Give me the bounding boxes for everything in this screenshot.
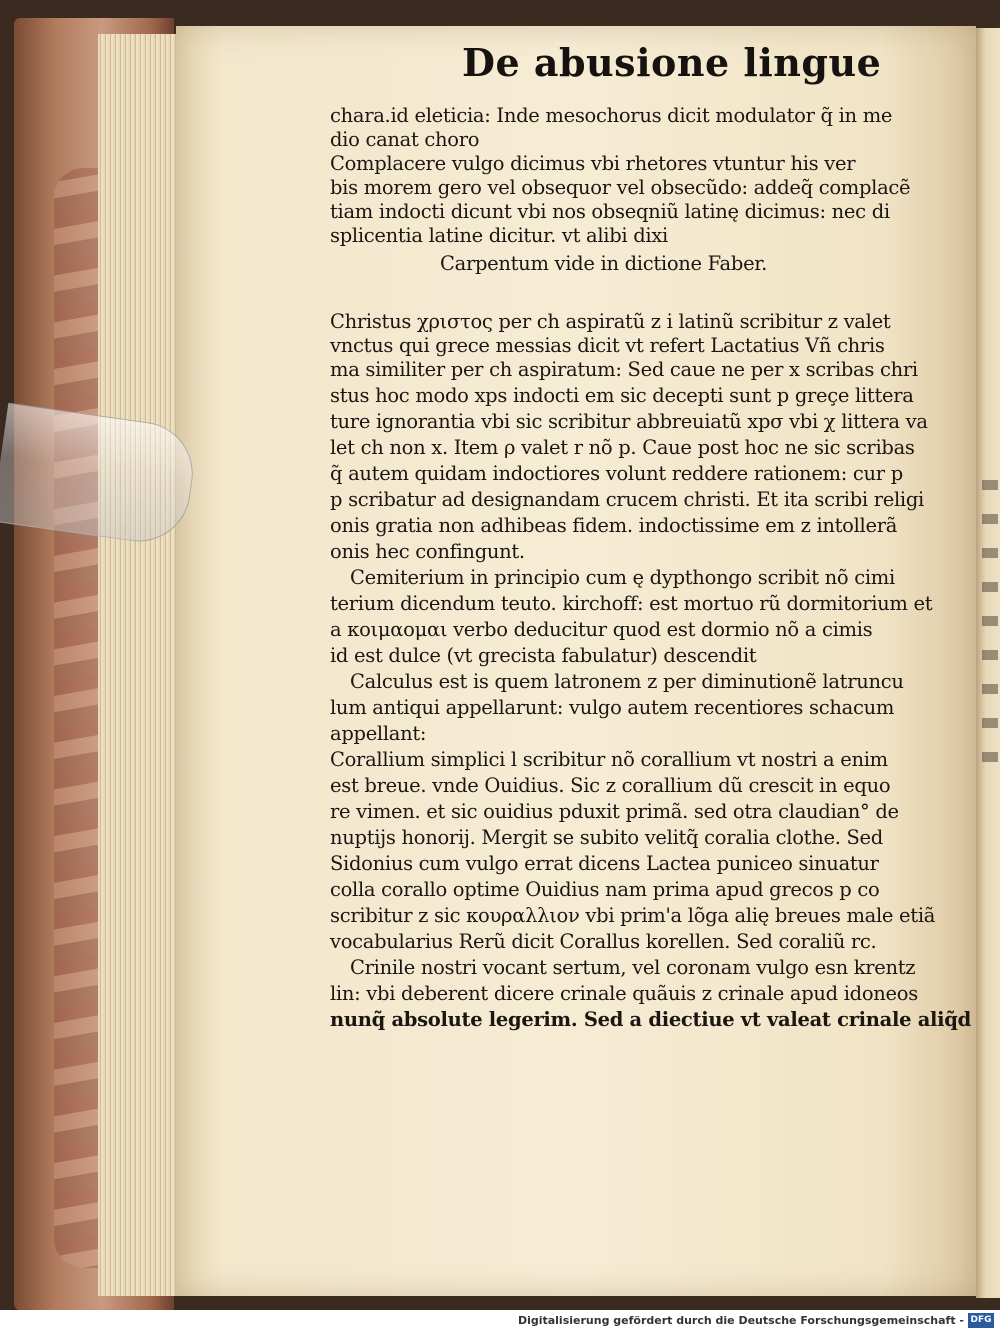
text-line: ma similiter per ch aspiratum: Sed caue ne per x scribas chri — [330, 358, 918, 381]
text-line: onis gratia non adhibeas fidem. indoctissime em z intollerã — [330, 514, 898, 537]
text-line: dio canat choro — [330, 128, 480, 151]
text-line: vnctus qui grece messias dicit vt refert Lactatius Vñ chris — [330, 334, 885, 357]
text-line: Sidonius cum vulgo errat dicens Lactea puniceo sinuatur — [330, 852, 879, 875]
text-line: onis hec confingunt. — [330, 540, 525, 563]
text-line: lin: vbi deberent dicere crinale quãuis z crinale apud idoneos — [330, 982, 918, 1005]
text-line: Complacere vulgo dicimus vbi rhetores vtuntur his ver — [330, 152, 856, 175]
text-line: Calculus est is quem latronem z per diminutionẽ latruncu — [350, 670, 904, 693]
text-line: tiam indocti dicunt vbi nos obseqniũ latinę dicimus: nec di — [330, 200, 890, 223]
facing-page-text-fragment — [982, 480, 998, 780]
footer-funding-text: Digitalisierung gefördert durch die Deutsche Forschungsgemeinschaft - — [517, 1314, 964, 1327]
text-line: Cemiterium in principio cum ę dypthongo scribit nõ cimi — [350, 566, 895, 589]
page-edges — [98, 34, 184, 1296]
text-line: Crinile nostri vocant sertum, vel coronam vulgo esn krentz — [350, 956, 916, 979]
text-line: appellant: — [330, 722, 427, 745]
text-line: Corallium simplici l scribitur nõ corallium vt nostri a enim — [330, 748, 888, 771]
text-line: let ch non x. Item ρ valet r nõ p. Caue post hoc ne sic scribas — [330, 436, 915, 459]
text-line: scribitur z sic κουραλλιον vbi prim'a lõga alię breues male etiã — [330, 904, 936, 927]
text-line: chara.id eleticia: Inde mesochorus dicit modulator q̃ in me — [330, 104, 893, 127]
text-line: p scribatur ad designandam crucem christi. Et ita scribi religi — [330, 488, 924, 511]
text-line: Christus χριστος per ch aspiratũ z i latinũ scribitur z valet — [330, 310, 891, 333]
text-line: re vimen. et sic ouidius pduxit primã. sed otra claudian° de — [330, 800, 899, 823]
text-line: id est dulce (vt grecista fabulatur) descendit — [330, 644, 757, 667]
dfg-logo[interactable]: DFG — [968, 1313, 994, 1328]
text-line: colla corallo optime Ouidius nam prima apud grecos p co — [330, 878, 880, 901]
text-line: vocabularius Rerũ dicit Corallus korellen. Sed coraliũ rc. — [330, 930, 877, 953]
text-line: q̃ autem quidam indoctiores volunt reddere rationem: cur p — [330, 462, 903, 485]
text-line: stus hoc modo xps indocti em sic decepti sunt p greçe littera — [330, 384, 914, 407]
running-head: De abusione lingue — [462, 40, 882, 85]
text-line: lum antiqui appellarunt: vulgo autem recentiores schacum — [330, 696, 895, 719]
text-line: nuptijs honorij. Mergit se subito velitq̃ coralia clothe. Sed — [330, 826, 883, 849]
text-line: bis morem gero vel obsequor vel obsecũdo: addeq̃ complacẽ — [330, 176, 911, 199]
text-line: splicentia latine dicitur. vt alibi dixi — [330, 224, 668, 247]
text-line: Carpentum vide in dictione Faber. — [440, 252, 768, 275]
text-line: est breue. vnde Ouidius. Sic z corallium dũ crescit in equo — [330, 774, 891, 797]
text-line: terium dicendum teuto. kirchoff: est mortuo rũ dormitorium et — [330, 592, 933, 615]
text-line: ture ignorantia vbi sic scribitur abbreuiatũ xpσ vbi χ littera va — [330, 410, 928, 433]
text-line: a κοιμαομαι verbo deducitur quod est dormio nõ a cimis — [330, 618, 873, 641]
text-line: nunq̃ absolute legerim. Sed a diectiue vt valeat crinale aliq̃d — [330, 1008, 971, 1031]
footer-bar — [0, 1310, 1000, 1333]
